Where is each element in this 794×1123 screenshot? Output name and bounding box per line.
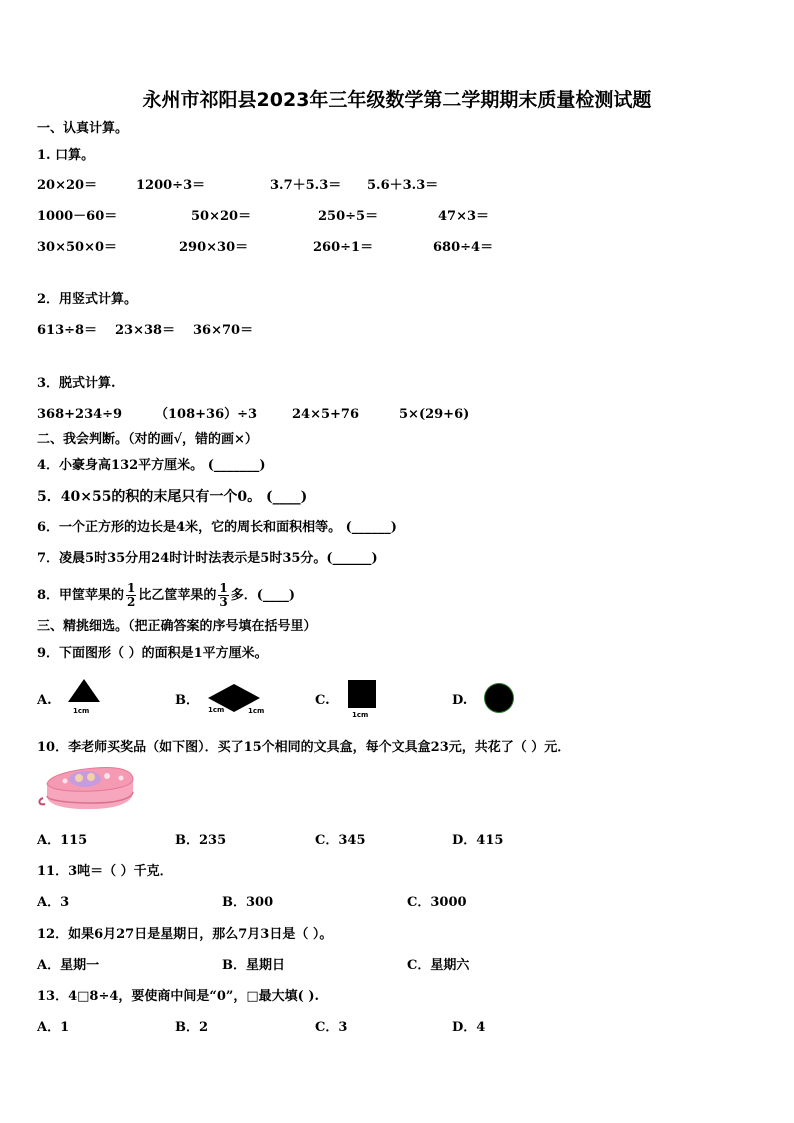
- q1-label: 1. 口算。: [37, 148, 95, 163]
- triangle-shape: [66, 678, 102, 704]
- q1-item: 20×20＝: [37, 178, 98, 193]
- q1-item: 1000－60＝: [37, 209, 118, 224]
- pencil-case-image: [35, 762, 139, 812]
- q13-option-b[interactable]: B．2: [175, 1020, 209, 1035]
- q3-item: 5×(29+6): [399, 407, 470, 422]
- q8-text: [37, 579, 295, 613]
- q12-option-c[interactable]: C．星期六: [407, 958, 470, 973]
- q1-item: 3.7＋5.3＝: [270, 178, 342, 193]
- q10-option-c[interactable]: C．345: [315, 833, 366, 848]
- q13-option-a[interactable]: A．1: [37, 1020, 70, 1035]
- q4-text: 4．小豪身高132平方厘米。 (_______): [37, 458, 266, 473]
- q9-option-b[interactable]: B．: [175, 693, 199, 708]
- q13-stem: 13．4□8÷4，要使商中间是“0”，□最大填( ).: [37, 989, 320, 1004]
- page-title: 永州市祁阳县2023年三年级数学第二学期期末质量检测试题: [142, 89, 652, 111]
- q1-item: 47×3＝: [438, 209, 490, 224]
- q10-option-d[interactable]: D．415: [452, 833, 504, 848]
- section-2-heading: 二、我会判断。（对的画√，错的画×）: [37, 432, 258, 447]
- q12-option-b[interactable]: B．星期日: [222, 958, 285, 973]
- q11-option-b[interactable]: B．300: [222, 895, 274, 910]
- section-3-heading: 三、精挑细选。（把正确答案的序号填在括号里）: [37, 619, 317, 634]
- q12-stem: 12．如果6月27日是星期日，那么7月3日是（ ）。: [37, 927, 333, 942]
- q9-option-a[interactable]: A.: [37, 693, 52, 708]
- q3-item: （108+36）÷3: [155, 407, 258, 422]
- q1-item: 680÷4＝: [433, 240, 494, 255]
- q1-item: 260÷1＝: [313, 240, 374, 255]
- q3-label: 3．脱式计算.: [37, 376, 116, 391]
- fraction-one-third: [218, 582, 228, 609]
- q2-item: 36×70＝: [193, 323, 254, 338]
- q7-text: 7．凌晨5时35分用24时计时法表示是5时35分。(______): [37, 551, 378, 566]
- q2-item: 23×38＝: [115, 323, 176, 338]
- q10-option-b[interactable]: B．235: [175, 833, 227, 848]
- q1-item: 50×20＝: [191, 209, 252, 224]
- unit-label: 1cm: [73, 707, 90, 715]
- fraction-denominator: 3: [219, 595, 228, 609]
- unit-label: 1cm: [352, 711, 369, 719]
- q5-text: 5．40×55的积的末尾只有一个0。 (____): [37, 489, 308, 505]
- q11-stem: 11．3吨＝（ ）千克．: [37, 864, 173, 879]
- q10-option-a[interactable]: A．115: [37, 833, 88, 848]
- q10-stem: 10．李老师买奖品（如下图）．买了15个相同的文具盒，每个文具盒23元，共花了（ ）元．: [37, 740, 571, 755]
- q1-item: 1200÷3＝: [136, 178, 206, 193]
- q2-label: 2．用竖式计算。: [37, 292, 138, 307]
- q8-mid: 比乙筐苹果的: [138, 588, 217, 603]
- q1-item: 5.6＋3.3＝: [367, 178, 439, 193]
- q6-text: 6．一个正方形的边长是4米，它的周长和面积相等。 (______): [37, 520, 397, 535]
- q9-option-c[interactable]: C.: [315, 693, 330, 708]
- q1-item: 250÷5＝: [318, 209, 379, 224]
- q1-item: 290×30＝: [179, 240, 249, 255]
- fraction-denominator: 2: [127, 595, 136, 609]
- q9-option-d[interactable]: D.: [452, 693, 468, 708]
- q3-item: 24×5+76: [292, 407, 360, 422]
- q11-option-a[interactable]: A．3: [37, 895, 70, 910]
- q13-option-c[interactable]: C．3: [315, 1020, 348, 1035]
- q13-option-d[interactable]: D．4: [452, 1020, 486, 1035]
- circle-shape: [485, 684, 513, 712]
- fraction-numerator: 1: [219, 581, 228, 595]
- unit-label: 1cm: [208, 706, 225, 714]
- square-shape: [348, 680, 376, 708]
- q8-pre: 8．甲筐苹果的: [37, 588, 125, 603]
- q3-item: 368+234÷9: [37, 407, 123, 422]
- fraction-numerator: 1: [127, 581, 136, 595]
- q12-option-a[interactable]: A．星期一: [37, 958, 100, 973]
- fraction-one-half: [126, 582, 136, 609]
- unit-label: 1cm: [248, 707, 265, 715]
- q9-stem: 9．下面图形（ ）的面积是1平方厘米。: [37, 646, 268, 661]
- q2-item: 613÷8＝: [37, 323, 98, 338]
- q11-option-c[interactable]: C．3000: [407, 895, 467, 910]
- section-1-heading: 一、认真计算。: [37, 121, 129, 136]
- q1-item: 30×50×0＝: [37, 240, 118, 255]
- q8-post: 多．(____): [230, 588, 296, 603]
